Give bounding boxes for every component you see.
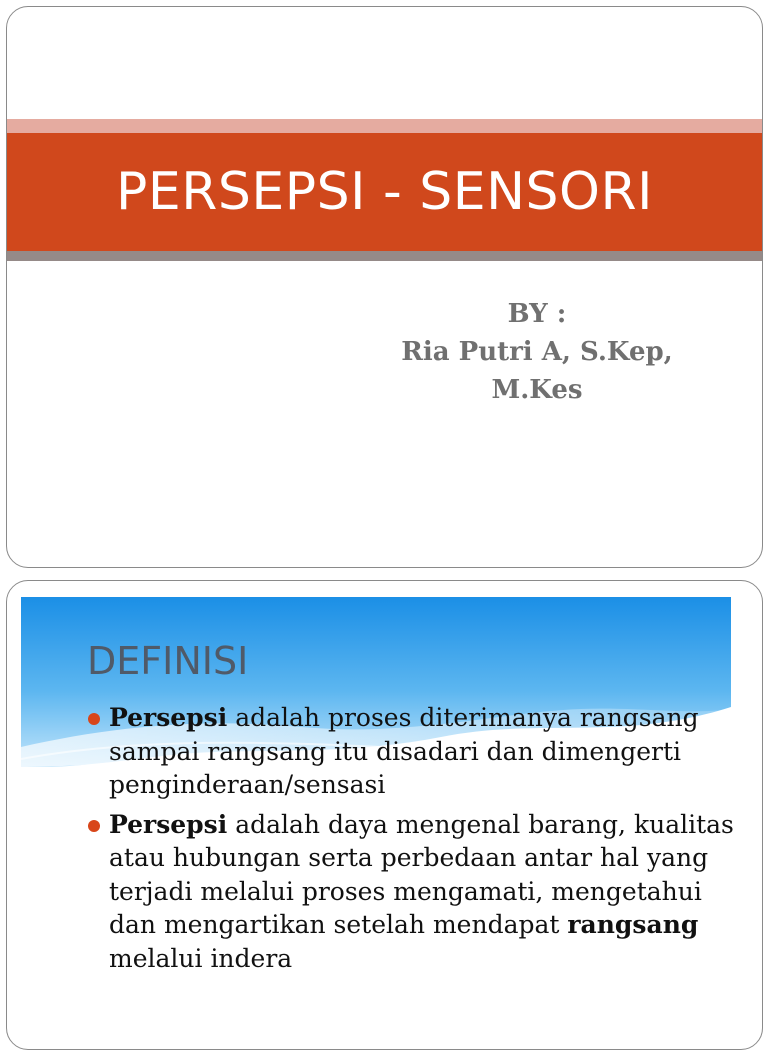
- title-slide: [6, 6, 763, 568]
- definition-slide: [6, 580, 763, 1050]
- title-band-top: [7, 119, 762, 133]
- bullet-text: adalah daya mengenal barang, kualitas atau hubungan serta perbedaan antar hal yang terjadi melalui proses mengamati, mengetahui dan mengartikan setelah mendapat: [109, 809, 734, 939]
- list-item: [87, 808, 747, 976]
- author-name-line2: M.Kes: [491, 375, 583, 405]
- author-byline: [327, 295, 747, 409]
- bullet-icon: [88, 820, 100, 832]
- author-name-line1: Ria Putri A, S.Kep,: [401, 337, 673, 367]
- slide-heading: DEFINISI: [87, 639, 249, 683]
- bullet-text: adalah proses diterimanya rangsang sampai rangsang itu disadari dan dimengerti penginderaan/sensasi: [109, 703, 699, 799]
- bullet-term: Persepsi: [109, 809, 228, 839]
- list-item: [87, 701, 747, 802]
- bullet-text-end: melalui indera: [109, 943, 293, 973]
- bullet-term: Persepsi: [109, 703, 228, 732]
- bullet-icon: [88, 713, 100, 725]
- title-band-divider: [7, 251, 762, 261]
- slide-title: PERSEPSI - SENSORI: [116, 162, 653, 222]
- by-label: BY :: [507, 299, 567, 329]
- title-band: [7, 133, 762, 251]
- bullet-emphasis: rangsang: [567, 910, 699, 939]
- definition-list: [87, 701, 747, 981]
